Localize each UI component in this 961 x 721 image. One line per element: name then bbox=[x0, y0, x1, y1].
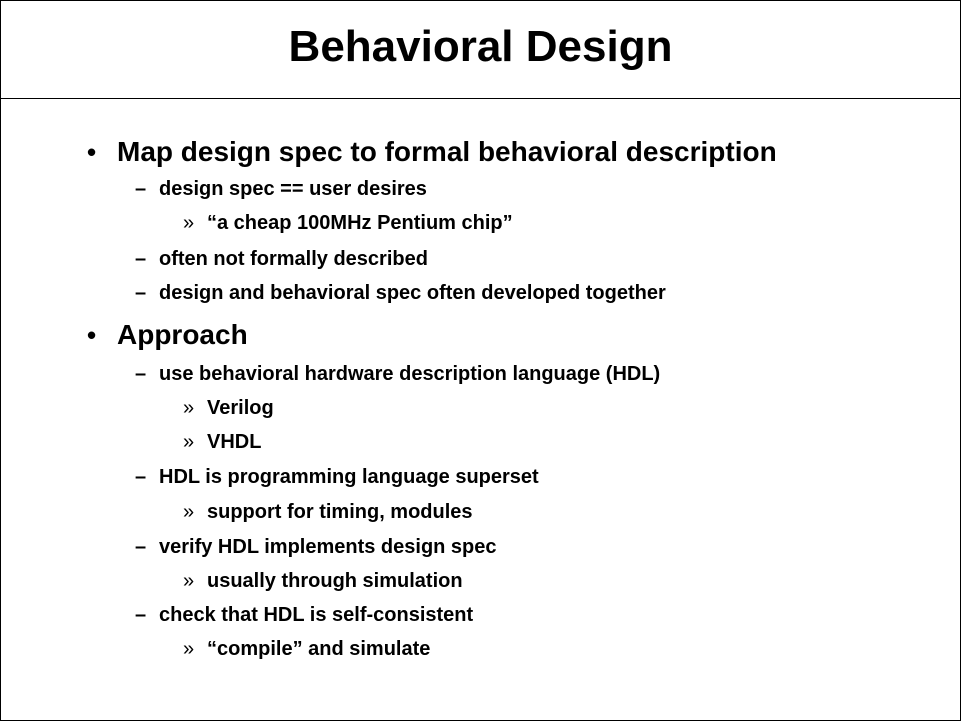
dash-marker: – bbox=[135, 536, 147, 558]
chevron-marker: » bbox=[183, 570, 195, 592]
bullet-verify-hdl bbox=[135, 534, 497, 560]
bullet-text: design and behavioral spec often developed together bbox=[159, 282, 666, 304]
bullet-text: verify HDL implements design spec bbox=[159, 536, 497, 558]
bullet-use-behavioral-hdl bbox=[135, 361, 661, 387]
bullet-timing-modules bbox=[183, 499, 473, 525]
title-bar bbox=[1, 1, 960, 99]
bullet-text: design spec == user desires bbox=[159, 178, 427, 200]
bullet-text: use behavioral hardware description language (HDL) bbox=[159, 363, 661, 385]
bullet-compile-and-simulate bbox=[183, 636, 431, 662]
dash-marker: – bbox=[135, 363, 147, 385]
bullet-text: usually through simulation bbox=[207, 570, 463, 592]
bullet-text: “compile” and simulate bbox=[207, 638, 431, 660]
bullet-through-simulation bbox=[183, 568, 463, 594]
bullet-not-formally-described bbox=[135, 246, 428, 272]
bullet-text: VHDL bbox=[207, 431, 262, 453]
chevron-marker: » bbox=[183, 638, 195, 660]
bullet-verilog bbox=[183, 395, 274, 421]
dash-marker: – bbox=[135, 282, 147, 304]
chevron-marker: » bbox=[183, 212, 195, 234]
bullet-marker: • bbox=[87, 320, 97, 350]
bullet-cheap-pentium-chip bbox=[183, 210, 513, 236]
bullet-text: HDL is programming language superset bbox=[159, 466, 539, 488]
bullet-self-consistent bbox=[135, 602, 474, 628]
bullet-text: check that HDL is self-consistent bbox=[159, 604, 474, 626]
chevron-marker: » bbox=[183, 397, 195, 419]
bullet-marker: • bbox=[87, 137, 97, 167]
bullet-text: Approach bbox=[117, 319, 248, 350]
dash-marker: – bbox=[135, 178, 147, 200]
bullet-text: Map design spec to formal behavioral description bbox=[117, 136, 777, 167]
slide-title: Behavioral Design bbox=[288, 22, 673, 71]
bullet-text: “a cheap 100MHz Pentium chip” bbox=[207, 212, 513, 234]
bullet-vhdl bbox=[183, 429, 262, 455]
dash-marker: – bbox=[135, 466, 147, 488]
dash-marker: – bbox=[135, 604, 147, 626]
bullet-map-design-spec bbox=[87, 134, 777, 170]
bullet-approach bbox=[87, 317, 248, 353]
dash-marker: – bbox=[135, 248, 147, 270]
chevron-marker: » bbox=[183, 501, 195, 523]
bullet-text: often not formally described bbox=[159, 248, 428, 270]
bullet-text: support for timing, modules bbox=[207, 501, 473, 523]
bullet-text: Verilog bbox=[207, 397, 274, 419]
chevron-marker: » bbox=[183, 431, 195, 453]
bullet-developed-together bbox=[135, 280, 666, 306]
bullet-hdl-language-superset bbox=[135, 464, 539, 490]
bullet-design-spec-user-desires bbox=[135, 176, 427, 202]
